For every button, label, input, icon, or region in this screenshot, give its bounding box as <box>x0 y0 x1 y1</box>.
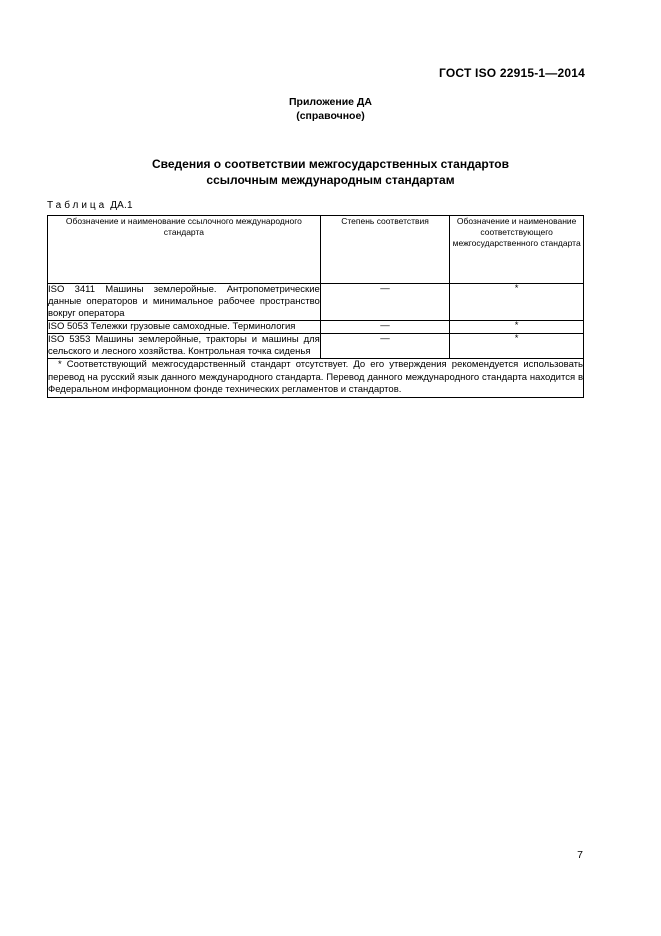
correspondence-table <box>47 215 584 398</box>
document-code: ГОСТ ISO 22915-1—2014 <box>439 66 585 80</box>
degree-cell: — <box>320 284 449 321</box>
table-row <box>48 334 584 359</box>
appendix-subtitle: (справочное) <box>296 110 365 122</box>
standard-name-cell: ISO 3411 Машины землеройные. Антропометрические данные операторов и минимальное рабочее пространство вокруг оператора <box>48 284 320 319</box>
column-header-degree: Степень соответствия <box>320 216 449 284</box>
standard-name-cell: ISO 5353 Машины землеройные, тракторы и машины для сельского и лесного хозяйства. Контрольная точка сиденья <box>48 334 320 357</box>
column-header-international-standard: Обозначение и наименование ссылочного международного стандарта <box>48 216 321 284</box>
table-label-word: Таблица <box>47 200 108 211</box>
table-footnote-cell <box>48 359 584 398</box>
table-label-number: ДА.1 <box>110 200 133 211</box>
page-number: 7 <box>577 849 583 861</box>
page-title <box>0 156 661 188</box>
interstate-standard-cell: * <box>450 334 584 359</box>
table-row <box>48 284 584 321</box>
page-title-line-2: ссылочным международным стандартам <box>206 173 455 187</box>
table-header-row <box>48 216 584 284</box>
page-title-line-1: Сведения о соответствии межгосударственных стандартов <box>152 157 509 171</box>
table-footnote: * Соответствующий межгосударственный стандарт отсутствует. До его утверждения рекомендуется использовать перевод на русский язык данного международного стандарта. Перевод данного международного стандарта находится в Федеральном информационном фонде технических регламентов и стандартов. <box>48 359 583 395</box>
degree-cell: — <box>320 334 449 359</box>
table-row <box>48 321 584 334</box>
interstate-standard-cell: * <box>450 321 584 334</box>
table-label <box>47 200 133 211</box>
appendix-heading <box>0 95 661 123</box>
column-header-interstate-standard: Обозначение и наименование соответствующего межгосударственного стандарта <box>450 216 584 284</box>
interstate-standard-cell: * <box>450 284 584 321</box>
appendix-title: Приложение ДА <box>289 96 372 108</box>
table-footnote-row <box>48 359 584 398</box>
standard-name-cell: ISO 5053 Тележки грузовые самоходные. Терминология <box>48 321 321 334</box>
degree-cell: — <box>320 321 449 334</box>
